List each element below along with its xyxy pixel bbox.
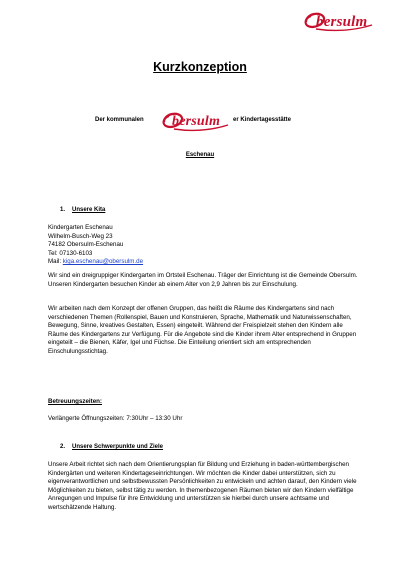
- address-line: Kindergarten Eschenau: [48, 224, 113, 231]
- mail-link[interactable]: kiga.eschenau@obersulm.de: [62, 258, 144, 266]
- hours-label: Betreuungszeiten:: [48, 398, 102, 405]
- address-block: [48, 224, 360, 267]
- place-heading: Eschenau: [185, 152, 215, 158]
- phone-line: Tel: 07130-6103: [48, 249, 93, 257]
- section-1-heading: [60, 207, 105, 213]
- paragraph-intro: [48, 272, 360, 289]
- address-line: Wilhelm-Busch-Weg 23: [48, 232, 113, 240]
- mail-label: Mail:: [48, 258, 63, 266]
- paragraph-text: Wir sind ein dreigruppiger Kindergarten im Ortsteil Eschenau. Träger der Einrichtung ist die Gemeinde Obersulm. Unseren Kindergarten besuchen Kinder ab einem Alter von 2,9 Jahren bis zur Einschulung.: [48, 272, 358, 288]
- logo-text: bersulm: [316, 13, 368, 30]
- hours-block: [48, 398, 360, 423]
- page-title: Kurzkonzeption: [153, 60, 247, 74]
- address-line: 74182 Obersulm-Eschenau: [48, 241, 124, 249]
- obersulm-logo-inline: [160, 110, 230, 132]
- obersulm-logo-top: [302, 10, 374, 32]
- paragraph-text: Unsere Arbeit richtet sich nach dem Orientierungsplan für Bildung und Erziehung in baden-württembergischen Kindergärten und weiteren Kindertageseinrichtungen. Wir möchten die Kinder dabei unterstützen, sich zu eigenverantwortlichen und selbstbewussten Persönlichkeiten zu entwickeln und achten darauf, den Kindern viele Möglichkeiten zu bieten, selbst tätig zu werden. In themenbezogenen Räumen bieten wir den Kindern vielfältige Anregungen und Impulse für ihre Entwicklung und unterstützen sie hierbei durch unsere achtsame und wertschätzende Haltung.: [48, 461, 357, 511]
- hours-text: Verlängerte Öffnungszeiten: 7:30Uhr – 13:30 Uhr: [48, 414, 183, 422]
- mail-line: [48, 258, 360, 267]
- section-title: Unsere Kita: [72, 207, 106, 213]
- section-2-heading: [60, 444, 163, 450]
- paragraph-text: Wir arbeiten nach dem Konzept der offenen Gruppen, das heißt die Räume des Kindergartens sind nach verschiedenen Themen (Rollenspiel, Bauen und Konstruieren, Sprache, Mathematik und Naturwissenschaften, Bewegung, Sinne, kreatives Gestalten, Essen) eingeteilt. Während der Freispielzeit stehen den Kindern alle Räume des Kindergartens zur Verfügung. Für die Angebote sind die Kinder ihrem Alter entsprechend in Gruppen eingeteilt – die Bienen, Käfer, Igel und Füchse. Die Einteilung orientiert sich am entsprechenden Einschulungsstichtag.: [48, 305, 357, 355]
- logo-text: bersulm: [172, 114, 221, 129]
- subtitle-left: Der kommunalen: [95, 117, 144, 123]
- section-number: 1.: [60, 207, 66, 213]
- paragraph-concept: [48, 305, 360, 357]
- paragraph-goals: [48, 461, 360, 513]
- subtitle-right: er Kindertagesstätte: [233, 117, 292, 123]
- section-title: Unsere Schwerpunkte und Ziele: [72, 444, 164, 450]
- section-number: 2.: [60, 444, 66, 450]
